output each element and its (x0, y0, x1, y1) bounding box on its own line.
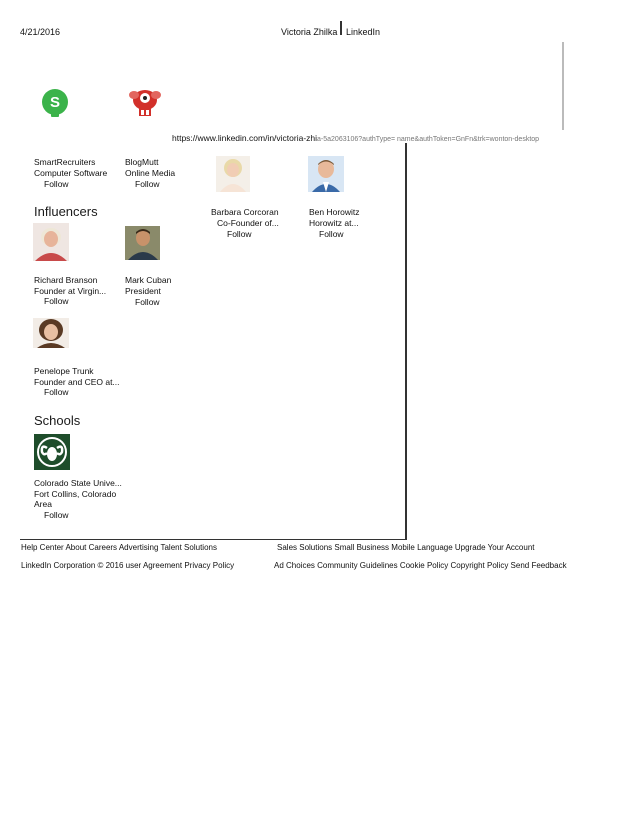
schools-heading: Schools (34, 413, 81, 428)
page-title: Victoria Zhilka (281, 27, 338, 37)
follow-button-mark-cuban[interactable]: Follow (135, 297, 160, 307)
follow-button-colorado-state[interactable]: Follow (44, 510, 69, 520)
company-industry: Online Media (125, 168, 176, 178)
svg-text:S: S (49, 94, 61, 111)
content-frame-bottom (20, 539, 407, 540)
page-url[interactable]: https://www.linkedin.com/in/victoria-zhia-5a2063106?authType= name&authToken=GnFn&trk=wonton-desktop (172, 133, 540, 143)
colorado-state-ram-logo-icon[interactable] (34, 434, 70, 470)
school-name[interactable]: Colorado State Unive... (34, 478, 122, 488)
influencer-title: Co-Founder of... (217, 218, 279, 228)
avatar-ben-horowitz[interactable] (308, 156, 344, 192)
blogmutt-logo-icon (126, 86, 164, 120)
avatar-richard-branson[interactable] (33, 223, 69, 261)
title-divider (340, 21, 342, 35)
influencer-title: Horowitz at... (309, 218, 359, 228)
follow-button-ben-horowitz[interactable]: Follow (319, 229, 344, 239)
follow-button-penelope-trunk[interactable]: Follow (44, 387, 69, 397)
follow-button-blogmutt[interactable]: Follow (135, 179, 160, 189)
company-name[interactable]: BlogMutt (125, 157, 159, 167)
footer-links-row2-left[interactable]: LinkedIn Corporation © 2016 user Agreement Privacy Policy (21, 561, 235, 570)
site-name: LinkedIn (346, 27, 381, 37)
scrollbar[interactable] (562, 42, 564, 130)
company-industry: Computer Software (34, 168, 108, 178)
content-frame-right (405, 143, 407, 540)
smartrecruiters-logo-icon (40, 88, 70, 118)
footer-links-row1-left[interactable]: Help Center About Careers Advertising Talent Solutions (21, 543, 217, 552)
footer-links-row1-right[interactable]: Sales Solutions Small Business Mobile Language Upgrade Your Account (277, 543, 535, 552)
follow-button-smartrecruiters[interactable]: Follow (44, 179, 69, 189)
avatar-barbara-corcoran[interactable] (216, 156, 250, 192)
influencers-heading: Influencers (34, 204, 98, 219)
footer-links-row2-right[interactable]: Ad Choices Community Guidelines Cookie Policy Copyright Policy Send Feedback (274, 561, 567, 570)
print-date: 4/21/2016 (20, 27, 61, 37)
avatar-mark-cuban[interactable] (125, 226, 160, 260)
follow-button-richard-branson[interactable]: Follow (44, 296, 69, 306)
influencer-title: President (125, 286, 161, 296)
influencer-name[interactable]: Barbara Corcoran (211, 207, 279, 217)
school-location: Fort Collins, Colorado (34, 489, 117, 499)
influencer-title: Founder at Virgin... (34, 286, 107, 296)
influencer-name[interactable]: Richard Branson (34, 275, 98, 285)
school-location-area: Area (34, 499, 52, 509)
influencer-name[interactable]: Penelope Trunk (34, 366, 94, 376)
follow-button-barbara-corcoran[interactable]: Follow (227, 229, 252, 239)
company-name[interactable]: SmartRecruiters (34, 157, 96, 167)
influencer-title: Founder and CEO at... (34, 377, 120, 387)
avatar-penelope-trunk[interactable] (33, 318, 69, 348)
influencer-name[interactable]: Mark Cuban (125, 275, 172, 285)
influencer-name[interactable]: Ben Horowitz (309, 207, 360, 217)
